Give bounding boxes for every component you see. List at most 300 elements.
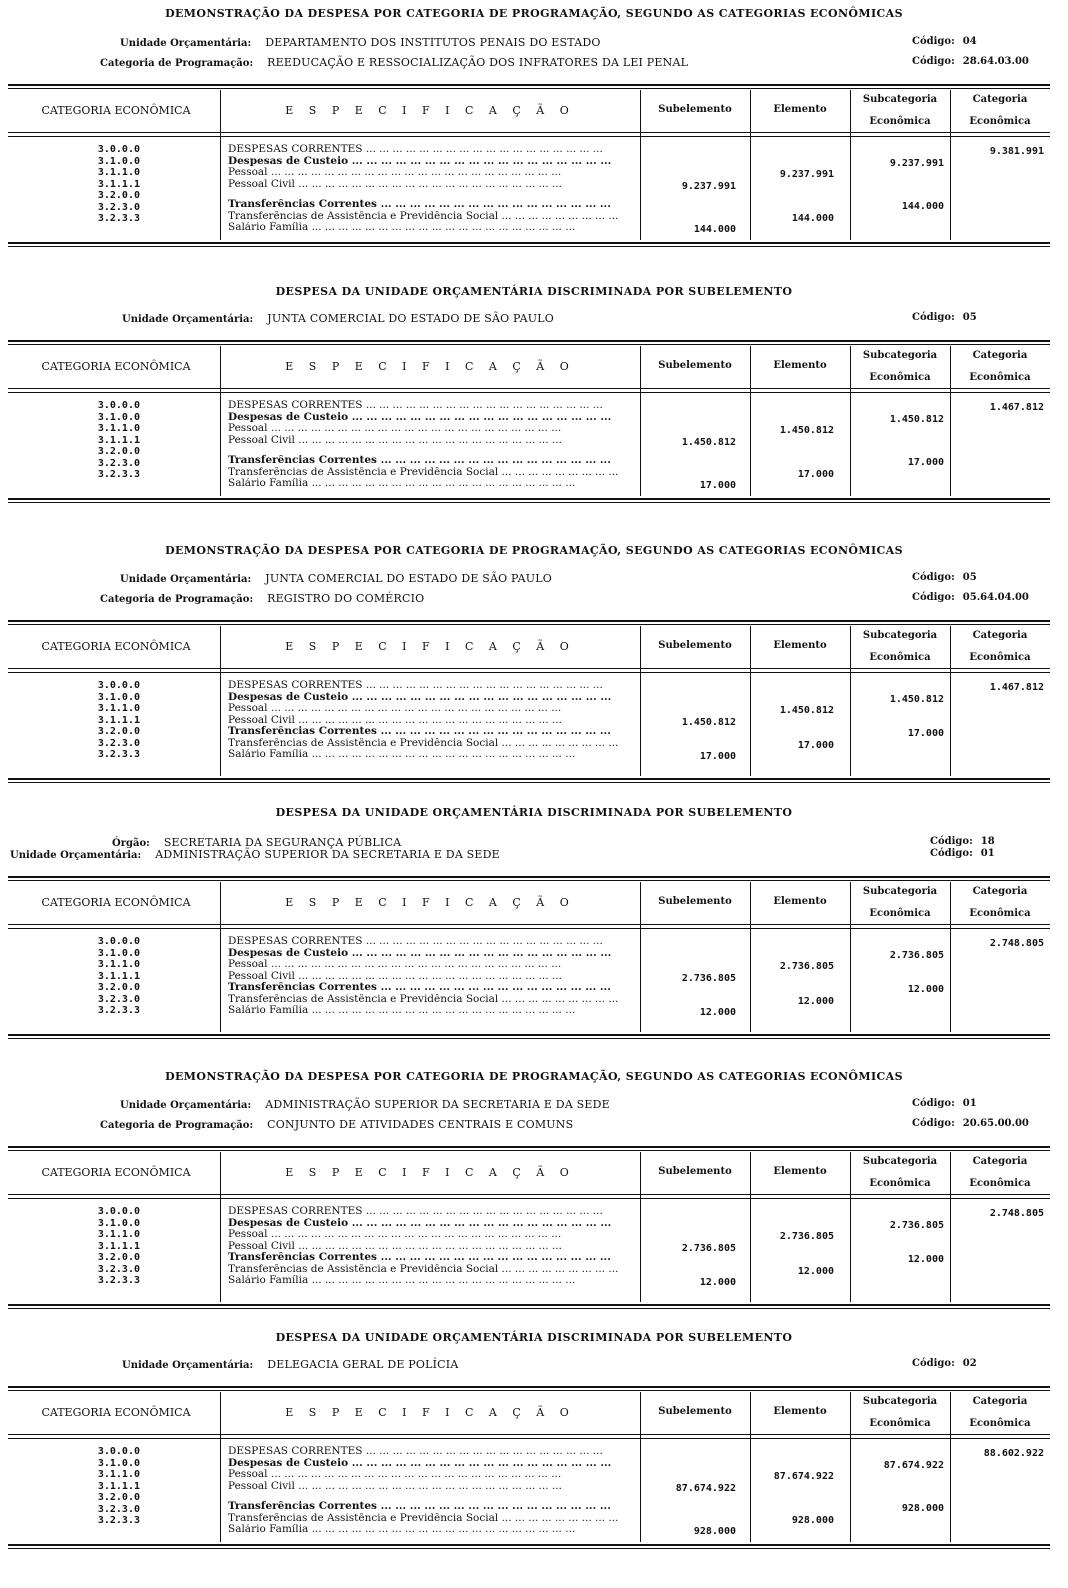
table-head-rule-thin <box>8 1198 1050 1199</box>
unidade-value: JUNTA COMERCIAL DO ESTADO DE SÃO PAULO <box>267 312 554 325</box>
column-divider <box>850 90 851 240</box>
economic-codes <box>40 144 140 225</box>
unidade-label: Unidade Orçamentária: <box>120 1100 252 1111</box>
economic-code: 3.0.0.0 <box>97 400 140 411</box>
economic-code: 3.1.1.1 <box>97 970 140 982</box>
economic-code: 3.0.0.0 <box>97 144 140 155</box>
column-divider <box>220 882 221 1032</box>
unidade-label: Unidade Orçamentária: <box>120 38 252 49</box>
specification-line: Transferências Correntes ... ... ... ... ... ... ... ... ... ... ... ... ... ... ... ... <box>228 455 611 466</box>
economic-code: 3.1.1.0 <box>97 1229 140 1240</box>
code-value: 05 <box>962 572 977 583</box>
subcategoria-transferencias: 12.000 <box>907 1254 944 1265</box>
table-head-rule-thin <box>8 1438 1050 1439</box>
subcategoria-custeio: 1.450.812 <box>889 413 944 425</box>
table-bottom-rule-thin <box>8 502 1050 503</box>
col-header-categoria: CATEGORIA ECONÔMICA <box>41 1406 191 1419</box>
economic-code: 3.2.0.0 <box>97 1492 140 1503</box>
table-bottom-rule <box>8 1034 1050 1036</box>
column-divider <box>220 346 221 496</box>
subelemento-pessoal-civil: 87.674.922 <box>675 1482 736 1494</box>
col-header-categoria-econ: Categoria <box>972 350 1028 361</box>
categoria-despesas-correntes: 1.467.812 <box>989 682 1044 693</box>
col-header-especificacao: E S P E C I F I C A Ç Ã O <box>285 896 575 909</box>
code-value: 01 <box>980 848 995 859</box>
programacao-code <box>912 56 1029 67</box>
unidade-code <box>912 36 977 47</box>
statement-section <box>0 538 1068 800</box>
section-title: DEMONSTRAÇÃO DA DESPESA POR CATEGORIA DE PROGRAMAÇÃO, SEGUNDO AS CATEGORIAS ECONÔMICAS <box>165 544 903 557</box>
unidade-label: Unidade Orçamentária: <box>10 850 142 861</box>
unidade-label: Unidade Orçamentária: <box>122 1360 254 1371</box>
specification-line: Transferências Correntes ... ... ... ... ... ... ... ... ... ... ... ... ... ... ... ... <box>228 199 611 210</box>
column-divider <box>220 626 221 776</box>
code-value: 28.64.03.00 <box>962 56 1029 67</box>
elemento-transferencias: 12.000 <box>797 1265 834 1277</box>
col-header-especificacao: E S P E C I F I C A Ç Ã O <box>285 1166 575 1179</box>
col-header-subelemento: Subelemento <box>658 640 732 651</box>
economic-code: 3.2.3.3 <box>97 749 140 760</box>
programacao-value: REGISTRO DO COMÉRCIO <box>267 592 425 605</box>
specification-line: Pessoal ... ... ... ... ... ... ... ... ... ... ... ... ... ... ... ... ... ... ... ... ... ... <box>228 703 562 714</box>
code-value: 01 <box>962 1098 977 1109</box>
economic-code: 3.2.3.3 <box>97 469 140 480</box>
col-header-subelemento: Subelemento <box>658 104 732 115</box>
programacao-label: Categoria de Programação: <box>100 594 254 605</box>
specification-line: DESPESAS CORRENTES ... ... ... ... ... ... ... ... ... ... ... ... ... ... ... ... ... ... <box>228 1446 603 1457</box>
col-header-categoria-econ: Categoria <box>972 886 1028 897</box>
code-value: 05.64.04.00 <box>962 592 1029 603</box>
specification-line: DESPESAS CORRENTES ... ... ... ... ... ... ... ... ... ... ... ... ... ... ... ... ... ... <box>228 1206 603 1217</box>
specification-line: Transferências de Assistência e Previdência Social ... ... ... ... ... ... ... ... ... <box>228 737 619 749</box>
col-header-subcategoria-2: Econômica <box>869 1178 931 1189</box>
economic-code: 3.2.0.0 <box>97 982 140 993</box>
col-header-categoria-econ-2: Econômica <box>969 116 1031 127</box>
economic-code: 3.1.1.0 <box>97 423 140 434</box>
economic-code: 3.2.3.0 <box>97 1503 140 1515</box>
code-label: Código: <box>912 56 955 67</box>
specification-line: Transferências de Assistência e Previdência Social ... ... ... ... ... ... ... ... ... <box>228 993 619 1005</box>
unidade-code <box>930 848 995 859</box>
code-label: Código: <box>912 572 955 583</box>
statement-section <box>0 0 1068 262</box>
economic-code: 3.2.0.0 <box>97 726 140 737</box>
specification-line: Despesas de Custeio ... ... ... ... ... ... ... ... ... ... ... ... ... ... ... ... ... ... <box>228 947 612 959</box>
col-header-subcategoria-2: Econômica <box>869 908 931 919</box>
subelemento-salario-familia: 928.000 <box>693 1526 736 1537</box>
col-header-elemento: Elemento <box>773 1406 827 1417</box>
subcategoria-transferencias: 144.000 <box>901 201 944 212</box>
economic-code: 3.2.3.3 <box>97 1005 140 1016</box>
subelemento-pessoal-civil: 1.450.812 <box>681 716 736 728</box>
table-bottom-rule-thin <box>8 782 1050 783</box>
statement-section <box>0 800 1068 1062</box>
column-divider <box>950 626 951 776</box>
col-header-elemento: Elemento <box>773 1166 827 1177</box>
table-top-rule <box>8 340 1050 342</box>
elemento-transferencias: 12.000 <box>797 995 834 1007</box>
code-label: Código: <box>912 592 955 603</box>
economic-code: 3.2.0.0 <box>97 1252 140 1263</box>
specification-line: DESPESAS CORRENTES ... ... ... ... ... ... ... ... ... ... ... ... ... ... ... ... ... ... <box>228 936 603 947</box>
specification-line: Transferências de Assistência e Previdência Social ... ... ... ... ... ... ... ... ... <box>228 1512 619 1524</box>
specification-line: Transferências de Assistência e Previdência Social ... ... ... ... ... ... ... ... ... <box>228 1263 619 1275</box>
specification-line: DESPESAS CORRENTES ... ... ... ... ... ... ... ... ... ... ... ... ... ... ... ... ... ... <box>228 144 603 155</box>
economic-code: 3.2.3.0 <box>97 737 140 749</box>
col-header-categoria: CATEGORIA ECONÔMICA <box>41 360 191 373</box>
elemento-transferencias: 17.000 <box>797 739 834 751</box>
column-divider <box>220 1392 221 1542</box>
section-title: DEMONSTRAÇÃO DA DESPESA POR CATEGORIA DE PROGRAMAÇÃO, SEGUNDO AS CATEGORIAS ECONÔMICAS <box>165 7 903 20</box>
economic-code: 3.2.0.0 <box>97 190 140 201</box>
economic-code: 3.1.0.0 <box>97 1217 140 1229</box>
specification-lines <box>228 400 634 490</box>
col-header-categoria-econ-2: Econômica <box>969 908 1031 919</box>
table-head-rule-thin <box>8 672 1050 673</box>
categoria-despesas-correntes: 2.748.805 <box>989 938 1044 949</box>
column-divider <box>850 882 851 1032</box>
statement-section <box>0 280 1068 542</box>
subcategoria-transferencias: 928.000 <box>901 1503 944 1514</box>
table-head-rule <box>8 1434 1050 1435</box>
unidade-label: Unidade Orçamentária: <box>120 574 252 585</box>
table-head-rule <box>8 388 1050 389</box>
unidade-code <box>912 572 977 583</box>
elemento-transferencias: 17.000 <box>797 468 834 480</box>
table-bottom-rule-thin <box>8 1548 1050 1549</box>
code-value: 18 <box>980 836 995 847</box>
unidade-row <box>122 1358 459 1371</box>
table-top-rule-thin <box>8 88 1050 89</box>
specification-line: Transferências Correntes ... ... ... ... ... ... ... ... ... ... ... ... ... ... ... ... <box>228 1252 611 1263</box>
specification-line: Pessoal Civil ... ... ... ... ... ... ... ... ... ... ... ... ... ... ... ... ... ... ... ... <box>228 1480 562 1492</box>
specification-line: Transferências Correntes ... ... ... ... ... ... ... ... ... ... ... ... ... ... ... ... <box>228 726 611 737</box>
subelemento-pessoal-civil: 2.736.805 <box>681 972 736 984</box>
col-header-subcategoria: Subcategoria <box>862 886 938 897</box>
economic-code: 3.1.0.0 <box>97 411 140 423</box>
subelemento-pessoal-civil: 9.237.991 <box>681 180 736 192</box>
subcategoria-custeio: 2.736.805 <box>889 949 944 961</box>
economic-codes <box>40 680 140 761</box>
orgao-code <box>930 836 995 847</box>
specification-line: Pessoal ... ... ... ... ... ... ... ... ... ... ... ... ... ... ... ... ... ... ... ... ... ... <box>228 959 562 970</box>
unidade-row <box>120 572 552 585</box>
categoria-despesas-correntes: 88.602.922 <box>983 1448 1044 1459</box>
economic-codes <box>40 936 140 1017</box>
column-divider <box>950 1392 951 1542</box>
elemento-transferencias: 928.000 <box>791 1514 834 1526</box>
specification-line: Pessoal Civil ... ... ... ... ... ... ... ... ... ... ... ... ... ... ... ... ... ... ... ... <box>228 434 562 446</box>
specification-line: Salário Família ... ... ... ... ... ... ... ... ... ... ... ... ... ... ... ... ... ... ... ... <box>228 222 576 233</box>
col-header-categoria-econ: Categoria <box>972 1156 1028 1167</box>
economic-code: 3.1.1.1 <box>97 1240 140 1252</box>
economic-code: 3.1.1.0 <box>97 959 140 970</box>
col-header-categoria-econ: Categoria <box>972 1396 1028 1407</box>
col-header-subcategoria: Subcategoria <box>862 630 938 641</box>
unidade-label: Unidade Orçamentária: <box>122 314 254 325</box>
unidade-row <box>120 36 601 49</box>
economic-code: 3.2.0.0 <box>97 446 140 457</box>
table-head-rule-thin <box>8 928 1050 929</box>
code-value: 02 <box>962 1358 977 1369</box>
col-header-especificacao: E S P E C I F I C A Ç Ã O <box>285 360 575 373</box>
elemento-pessoal: 1.450.812 <box>779 705 834 716</box>
table-top-rule-thin <box>8 624 1050 625</box>
col-header-subcategoria-2: Econômica <box>869 372 931 383</box>
statement-section <box>0 1326 1068 1588</box>
unidade-value: ADMINISTRAÇÃO SUPERIOR DA SECRETARIA E DA SEDE <box>155 848 500 861</box>
specification-line: Transferências Correntes ... ... ... ... ... ... ... ... ... ... ... ... ... ... ... ... <box>228 982 611 993</box>
subcategoria-transferencias: 17.000 <box>907 728 944 739</box>
table-top-rule-thin <box>8 344 1050 345</box>
code-label: Código: <box>930 848 973 859</box>
economic-code: 3.0.0.0 <box>97 1206 140 1217</box>
section-title: DESPESA DA UNIDADE ORÇAMENTÁRIA DISCRIMINADA POR SUBELEMENTO <box>275 806 793 819</box>
economic-codes <box>40 400 140 481</box>
economic-code: 3.1.1.1 <box>97 434 140 446</box>
specification-line: DESPESAS CORRENTES ... ... ... ... ... ... ... ... ... ... ... ... ... ... ... ... ... ... <box>228 400 603 411</box>
economic-codes <box>40 1446 140 1527</box>
table-bottom-rule <box>8 778 1050 780</box>
col-header-especificacao: E S P E C I F I C A Ç Ã O <box>285 1406 575 1419</box>
table-bottom-rule <box>8 1304 1050 1306</box>
table-head-rule-thin <box>8 136 1050 137</box>
economic-code: 3.1.1.0 <box>97 703 140 714</box>
subcategoria-custeio: 2.736.805 <box>889 1219 944 1231</box>
col-header-categoria: CATEGORIA ECONÔMICA <box>41 640 191 653</box>
specification-line: Transferências de Assistência e Previdência Social ... ... ... ... ... ... ... ... ... <box>228 466 619 478</box>
column-divider <box>220 90 221 240</box>
table-bottom-rule <box>8 498 1050 500</box>
unidade-value: JUNTA COMERCIAL DO ESTADO DE SÃO PAULO <box>265 572 552 585</box>
col-header-subcategoria-2: Econômica <box>869 1418 931 1429</box>
col-header-categoria-econ: Categoria <box>972 630 1028 641</box>
section-title: DESPESA DA UNIDADE ORÇAMENTÁRIA DISCRIMINADA POR SUBELEMENTO <box>275 285 793 298</box>
elemento-pessoal: 1.450.812 <box>779 425 834 436</box>
col-header-elemento: Elemento <box>773 896 827 907</box>
col-header-subcategoria: Subcategoria <box>862 1156 938 1167</box>
programacao-value: CONJUNTO DE ATIVIDADES CENTRAIS E COMUNS <box>267 1118 574 1131</box>
specification-lines <box>228 1206 634 1287</box>
programacao-code <box>912 592 1029 603</box>
economic-code: 3.1.0.0 <box>97 1457 140 1469</box>
col-header-categoria-econ-2: Econômica <box>969 652 1031 663</box>
specification-line: Transferências de Assistência e Previdência Social ... ... ... ... ... ... ... ... ... <box>228 210 619 222</box>
unidade-row <box>122 312 554 325</box>
column-divider <box>220 1152 221 1302</box>
elemento-transferencias: 144.000 <box>791 212 834 224</box>
table-top-rule-thin <box>8 880 1050 881</box>
column-divider <box>850 626 851 776</box>
specification-line: Pessoal ... ... ... ... ... ... ... ... ... ... ... ... ... ... ... ... ... ... ... ... ... ... <box>228 1229 562 1240</box>
col-header-subelemento: Subelemento <box>658 1406 732 1417</box>
specification-line: Despesas de Custeio ... ... ... ... ... ... ... ... ... ... ... ... ... ... ... ... ... ... <box>228 411 612 423</box>
unidade-row <box>120 1098 610 1111</box>
table-bottom-rule-thin <box>8 1038 1050 1039</box>
col-header-subcategoria-2: Econômica <box>869 116 931 127</box>
col-header-categoria-econ: Categoria <box>972 94 1028 105</box>
subcategoria-custeio: 9.237.991 <box>889 157 944 169</box>
categoria-despesas-correntes: 2.748.805 <box>989 1208 1044 1219</box>
economic-code: 3.2.3.0 <box>97 993 140 1005</box>
economic-code: 3.1.1.1 <box>97 714 140 726</box>
subelemento-salario-familia: 17.000 <box>699 751 736 762</box>
code-value: 05 <box>962 312 977 323</box>
economic-code: 3.1.1.1 <box>97 178 140 190</box>
col-header-categoria-econ-2: Econômica <box>969 1178 1031 1189</box>
specification-line: Pessoal ... ... ... ... ... ... ... ... ... ... ... ... ... ... ... ... ... ... ... ... ... ... <box>228 1469 562 1480</box>
col-header-categoria: CATEGORIA ECONÔMICA <box>41 1166 191 1179</box>
programacao-row <box>100 1118 573 1131</box>
elemento-pessoal: 2.736.805 <box>779 1231 834 1242</box>
economic-code: 3.2.3.0 <box>97 457 140 469</box>
table-top-rule <box>8 1386 1050 1388</box>
orgao-value: SECRETARIA DA SEGURANÇA PÚBLICA <box>163 836 402 849</box>
col-header-elemento: Elemento <box>773 640 827 651</box>
subelemento-salario-familia: 17.000 <box>699 480 736 491</box>
col-header-categoria: CATEGORIA ECONÔMICA <box>41 104 191 117</box>
unidade-value: DELEGACIA GERAL DE POLÍCIA <box>267 1358 459 1371</box>
col-header-categoria-econ-2: Econômica <box>969 1418 1031 1429</box>
specification-line: Pessoal Civil ... ... ... ... ... ... ... ... ... ... ... ... ... ... ... ... ... ... ... ... <box>228 970 562 982</box>
table-head-rule <box>8 1194 1050 1195</box>
economic-code: 3.2.3.0 <box>97 1263 140 1275</box>
specification-line: Despesas de Custeio ... ... ... ... ... ... ... ... ... ... ... ... ... ... ... ... ... ... <box>228 1217 612 1229</box>
code-label: Código: <box>912 36 955 47</box>
specification-line: Salário Família ... ... ... ... ... ... ... ... ... ... ... ... ... ... ... ... ... ... ... ... <box>228 478 576 489</box>
section-title: DESPESA DA UNIDADE ORÇAMENTÁRIA DISCRIMINADA POR SUBELEMENTO <box>275 1331 793 1344</box>
col-header-subcategoria: Subcategoria <box>862 94 938 105</box>
col-header-subelemento: Subelemento <box>658 360 732 371</box>
table-top-rule <box>8 620 1050 622</box>
unidade-row <box>10 848 500 861</box>
economic-code: 3.1.1.0 <box>97 167 140 178</box>
table-bottom-rule-thin <box>8 246 1050 247</box>
table-top-rule-thin <box>8 1390 1050 1391</box>
economic-code: 3.0.0.0 <box>97 680 140 691</box>
col-header-elemento: Elemento <box>773 360 827 371</box>
code-label: Código: <box>930 836 973 847</box>
elemento-pessoal: 87.674.922 <box>773 1471 834 1482</box>
subcategoria-custeio: 87.674.922 <box>883 1459 944 1471</box>
elemento-pessoal: 2.736.805 <box>779 961 834 972</box>
economic-code: 3.1.1.0 <box>97 1469 140 1480</box>
programacao-row <box>100 592 424 605</box>
economic-code: 3.1.0.0 <box>97 155 140 167</box>
economic-code: 3.0.0.0 <box>97 1446 140 1457</box>
programacao-label: Categoria de Programação: <box>100 1120 254 1131</box>
specification-lines <box>228 1446 634 1536</box>
code-value: 20.65.00.00 <box>962 1118 1029 1129</box>
specification-line: Pessoal ... ... ... ... ... ... ... ... ... ... ... ... ... ... ... ... ... ... ... ... ... ... <box>228 423 562 434</box>
column-divider <box>850 1392 851 1542</box>
specification-line: Despesas de Custeio ... ... ... ... ... ... ... ... ... ... ... ... ... ... ... ... ... ... <box>228 691 612 703</box>
unidade-value: ADMINISTRAÇÃO SUPERIOR DA SECRETARIA E DA SEDE <box>265 1098 610 1111</box>
programacao-label: Categoria de Programação: <box>100 58 254 69</box>
subelemento-pessoal-civil: 1.450.812 <box>681 436 736 448</box>
col-header-subcategoria: Subcategoria <box>862 350 938 361</box>
specification-line: Pessoal Civil ... ... ... ... ... ... ... ... ... ... ... ... ... ... ... ... ... ... ... ... <box>228 714 562 726</box>
categoria-despesas-correntes: 9.381.991 <box>989 146 1044 157</box>
column-divider <box>950 346 951 496</box>
subcategoria-custeio: 1.450.812 <box>889 693 944 705</box>
specification-lines <box>228 144 634 234</box>
specification-line: DESPESAS CORRENTES ... ... ... ... ... ... ... ... ... ... ... ... ... ... ... ... ... ... <box>228 680 603 691</box>
table-head-rule <box>8 132 1050 133</box>
table-bottom-rule <box>8 1544 1050 1546</box>
column-divider <box>950 1152 951 1302</box>
table-top-rule <box>8 876 1050 878</box>
subcategoria-transferencias: 17.000 <box>907 457 944 468</box>
table-bottom-rule-thin <box>8 1308 1050 1309</box>
elemento-pessoal: 9.237.991 <box>779 169 834 180</box>
code-label: Código: <box>912 1098 955 1109</box>
column-divider <box>850 1152 851 1302</box>
col-header-subcategoria: Subcategoria <box>862 1396 938 1407</box>
column-divider <box>950 882 951 1032</box>
economic-codes <box>40 1206 140 1287</box>
subelemento-pessoal-civil: 2.736.805 <box>681 1242 736 1254</box>
orgao-label: Órgão: <box>112 838 150 849</box>
specification-line: Salário Família ... ... ... ... ... ... ... ... ... ... ... ... ... ... ... ... ... ... ... ... <box>228 749 576 760</box>
economic-code: 3.2.3.3 <box>97 1515 140 1526</box>
table-head-rule <box>8 668 1050 669</box>
statement-section <box>0 1064 1068 1326</box>
column-divider <box>850 346 851 496</box>
specification-line: Pessoal Civil ... ... ... ... ... ... ... ... ... ... ... ... ... ... ... ... ... ... ... ... <box>228 1240 562 1252</box>
code-label: Código: <box>912 1118 955 1129</box>
categoria-despesas-correntes: 1.467.812 <box>989 402 1044 413</box>
economic-code: 3.1.1.1 <box>97 1480 140 1492</box>
economic-code: 3.1.0.0 <box>97 947 140 959</box>
table-bottom-rule <box>8 242 1050 244</box>
table-head-rule <box>8 924 1050 925</box>
code-label: Código: <box>912 312 955 323</box>
column-divider <box>950 90 951 240</box>
col-header-subcategoria-2: Econômica <box>869 652 931 663</box>
programacao-row <box>100 56 688 69</box>
specification-line: Pessoal Civil ... ... ... ... ... ... ... ... ... ... ... ... ... ... ... ... ... ... ... ... <box>228 178 562 190</box>
col-header-categoria-econ-2: Econômica <box>969 372 1031 383</box>
specification-line: Transferências Correntes ... ... ... ... ... ... ... ... ... ... ... ... ... ... ... ... <box>228 1501 611 1512</box>
subelemento-salario-familia: 12.000 <box>699 1007 736 1018</box>
col-header-especificacao: E S P E C I F I C A Ç Ã O <box>285 640 575 653</box>
unidade-code <box>912 312 977 323</box>
specification-line: Despesas de Custeio ... ... ... ... ... ... ... ... ... ... ... ... ... ... ... ... ... ... <box>228 1457 612 1469</box>
unidade-value: DEPARTAMENTO DOS INSTITUTOS PENAIS DO ESTADO <box>265 36 601 49</box>
economic-code: 3.2.3.3 <box>97 1275 140 1286</box>
section-title: DEMONSTRAÇÃO DA DESPESA POR CATEGORIA DE PROGRAMAÇÃO, SEGUNDO AS CATEGORIAS ECONÔMICAS <box>165 1070 903 1083</box>
col-header-subelemento: Subelemento <box>658 896 732 907</box>
table-top-rule <box>8 1146 1050 1148</box>
subelemento-salario-familia: 12.000 <box>699 1277 736 1288</box>
table-top-rule <box>8 84 1050 86</box>
code-value: 04 <box>962 36 977 47</box>
specification-line: Salário Família ... ... ... ... ... ... ... ... ... ... ... ... ... ... ... ... ... ... ... ... <box>228 1524 576 1535</box>
specification-lines <box>228 936 634 1017</box>
code-label: Código: <box>912 1358 955 1369</box>
table-top-rule-thin <box>8 1150 1050 1151</box>
economic-code: 3.0.0.0 <box>97 936 140 947</box>
economic-code: 3.1.0.0 <box>97 691 140 703</box>
specification-line: Salário Família ... ... ... ... ... ... ... ... ... ... ... ... ... ... ... ... ... ... ... ... <box>228 1005 576 1016</box>
col-header-subelemento: Subelemento <box>658 1166 732 1177</box>
economic-code: 3.2.3.0 <box>97 201 140 213</box>
programacao-code <box>912 1118 1029 1129</box>
programacao-value: REEDUCAÇÃO E RESSOCIALIZAÇÃO DOS INFRATORES DA LEI PENAL <box>267 56 689 69</box>
subcategoria-transferencias: 12.000 <box>907 984 944 995</box>
specification-line: Despesas de Custeio ... ... ... ... ... ... ... ... ... ... ... ... ... ... ... ... ... ... <box>228 155 612 167</box>
